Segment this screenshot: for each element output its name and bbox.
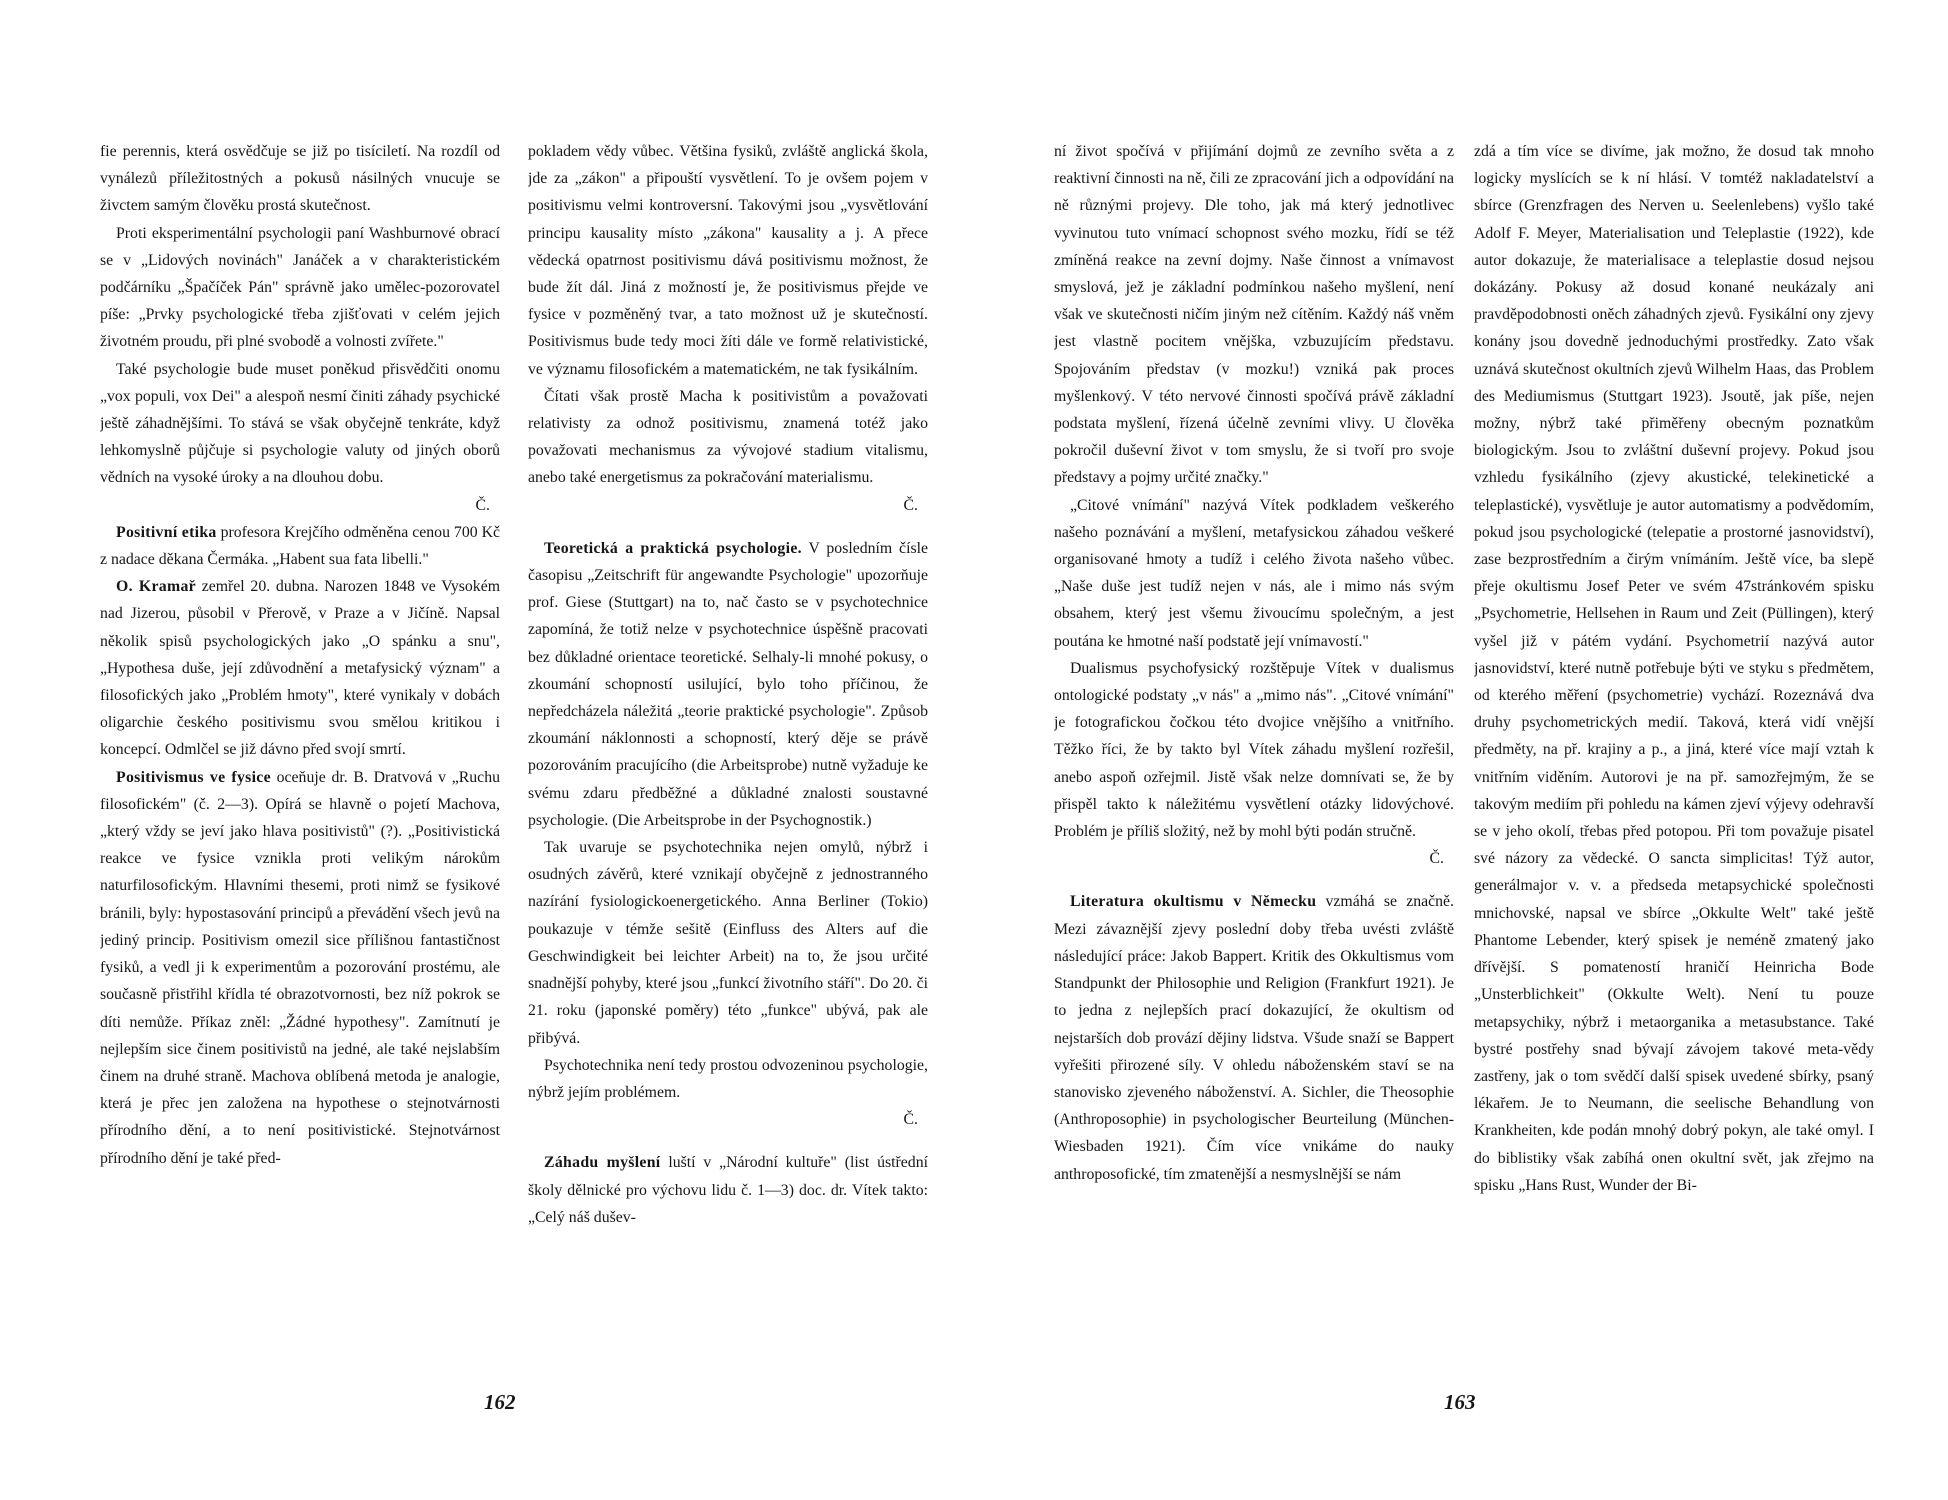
paragraph: Proti eksperimentální psychologii paní Washburnové obrací se v „Lidových novinách" Janáček a v charakteristickém podčárníku „Špačíček Pán" správně jako umělec-pozorovatel píše: „Prvky psychologické třeba zjišťovati v celém jejich životném proudu, při plné svobodě a volnosti zvířete." [100,224,500,351]
paragraph: Psychotechnika není tedy prostou odvozeninou psychologie, nýbrž jejím problémem. [528,1056,928,1101]
article-paragraph [100,764,500,1172]
page-number-right: 163 [1444,1390,1476,1414]
article-paragraph [100,519,500,573]
paragraph: ní život spočívá v přijímání dojmů ze zevního světa a z reaktivní činnosti na ně, čili ze zpracování jich a odpovídání na ně různými projevy. Dle toho, jak má který jednotlivec vyvinutou tuto vnímací schopnost svého mozku, řídí se též zmíněná reakce na zevní dojmy. Naše činnost a vnímavost smyslová, jež je základní podmínkou našeho myšlení, není však ve skutečnosti ničím jiným než cítěním. Každý náš vněm jest vlastně pocitem vnějška, vzbuzujícím představu. Spojováním představ (v mozku!) vzniká pak proces myšlenkový. V této nervové činnosti spočívá právě základní podstata myšlení, řízená účelně zevními vlivy. U člověka pokročil duševní život v tom smyslu, že si tvoří pro svoje představy a pojmy určité značky." [1054,143,1454,487]
right-page [974,0,1948,1500]
signature: Č. [475,496,490,514]
paragraph: Tak uvaruje se psychotechnika nejen omylů, nýbrž i osudných závěrů, které vznikají obyčejně z jednostranného nazírání fysiologickoenergetického. Anna Berliner (Tokio) poukazuje v témže sešitě (Einfluss des Alters auf die Geschwindigkeit bei leichter Arbeit) na to, že jsou určité snadnější pohyby, které jsou „funkcí životního stáří". Do 20. či 21. roku (japonské poměry) této „funkce" ubývá, pak ale přibývá. [528,839,928,1047]
left-column-2 [528,138,928,1360]
article-heading: Positivismus ve fysice [116,768,271,786]
right-column-1 [1054,138,1454,1360]
article-paragraph [100,573,500,763]
paragraph-text: zemřel 20. dubna. Narozen 1848 ve Vysokém nad Jizerou, působil v Přerově, v Praze a v Jičíně. Napsal několik spisů psychologických jako „O spánku a snu", „Hypothesa duše, její zdůvodnění a metafysický význam" a filosofických jako „Problém hmoty", které vynikaly v dobách oligarchie českého positivismu svou smělou kritikou i koncepcí. Odmlčel se již dávno před svojí smrtí. [100,578,500,759]
paragraph: pokladem vědy vůbec. Většina fysiků, zvláště anglická škola, jde za „zákon" a připouští vysvětlení. To je ovšem pojem v positivismu velmi kontroversní. Takovými jsou „vysvětlování principu kausality místo „zákona" kausality a j. A přece vědecká opatrnost positivismu dává positivismu možnost, že bude žít dál. Jiná z možností je, že positivismus přejde ve fysice v pozměněný tvar, a tato možnost už je skutečností. Positivismus bude tedy moci žíti dále ve formě relativistické, ve významu filosofickém a matematickém, ne tak fysikálním. [528,143,928,378]
article-heading: O. Kramař [116,578,196,596]
article-heading: Literatura okultismu v Německu [1070,893,1317,911]
article-paragraph [1054,888,1454,1187]
left-column-1 [100,138,500,1360]
signature: Č. [903,496,918,514]
paragraph-text: luští v „Národní kultuře" (list ústřední školy dělnické pro výchovu lidu č. 1—3) doc. dr. Vítek takto: „Celý náš dušev- [528,1154,928,1226]
article-heading: Záhadu myšlení [544,1154,661,1172]
paragraph-text: V posledním čísle časopisu „Zeitschrift für angewandte Psychologie" upozorňuje prof. Giese (Stuttgart) na to, nač často se v psychotechnice zapomíná, že totiž nelze v psychotechnice úspěšně pracovati bez důkladné orientace teoretické. Selhaly-li mnohé pokusy, o zkoumání schopností usilující, bylo toho příčinou, že nepředcházela náležitá „teorie praktické psychologie". Způsob zkoumání náklonnosti a schopností, který děje se právě pozorováním pracujícího (die Arbeitsprobe) nutně vyžaduje ke svému zdaru předběžné a důkladné znalosti soustavné psychologie. (Die Arbeitsprobe in der Psychognostik.) [528,539,928,829]
right-column-2 [1474,138,1874,1360]
article-heading: Teoretická a praktická psychologie. [544,539,802,557]
paragraph: „Citové vnímání" nazývá Vítek podkladem veškerého našeho poznávání a myšlení, metafysickou záhadou veškeré organisované hmoty a tudíž i celého života našeho vůbec. „Naše duše jest tudíž nejen v nás, ale i mimo nás svým obsahem, který jest všemu živoucímu společným, a jest poutána ke hmotné naší podstatě její vnímavostí." [1054,496,1454,650]
paragraph: Čítati však prostě Macha k positivistům a považovati relativisty za odnož positivismu, znamená totéž jako považovati mechanismus za vývojové stadium vitalismu, anebo také energetismus za pokračování materialismu. [528,387,928,487]
paragraph: Také psychologie bude muset poněkud přisvědčiti onomu „vox populi, vox Dei" a alespoň nesmí činiti záhady psychické ještě záhadnějšími. To stává se však obyčejně tenkráte, když lehkomyslně půjčuje si psychologie valuty od jiných oborů vědních na vysoké úroky a na dlouhou dobu. [100,360,500,487]
paragraph: fie perennis, která osvědčuje se již po tisíciletí. Na rozdíl od vynálezů příležitostných a pokusů násilných vnucuje se živctem samým člověku prostá skutečnost. [100,143,500,215]
signature: Č. [1429,850,1444,868]
page-number-left: 162 [484,1390,516,1414]
paragraph: zdá a tím více se divíme, jak možno, že dosud tak mnoho logicky myslících se k ní hlásí. V tomtéž nakladatelství a sbírce (Grenzfragen des Nerven u. Seelenlebens) vyšlo také Adolf F. Meyer, Materialisation und Teleplastie (1922), kde autor dokazuje, že materialisace a teleplastie dosud nejsou dokázány. Pokusy až dosud konané neukázaly ani pravděpodobnosti oněch záhadných zjevů. Fysikální ony zjevy konány jsou dovedně jednoduchými prostředky. Zato však uznává skutečnost okultních zjevů Wilhelm Haas, das Problem des Mediumismus (Stuttgart 1923). Jsoutě, jak píše, nejen možny, nýbrž také přiměřeny obecným poznatkům biologickým. Jsou to zvláštní duševní projevy. Pokud jsou vzhledu fysikálního (zjevy akustické, telekinetické a teleplastické), vysvětluje je autor automatismy a podvědomím, pokud jsou psychologické (telepatie a prostorné jasnovidství), zase bezprostředním a čirým vnímáním. Ještě více, ba slepě přeje okultismu Josef Peter ve svém 47stránkovém spisku „Psychometrie, Hellsehen in Raum und Zeit (Püllingen), který vyšel již v pátém vydání. Psychometrií nazývá autor jasnovidství, které nutně potřebuje býti ve styku s předmětem, od kterého měření (psychometrie) vychází. Rozeznává dva druhy psychometrických medií. Taková, která vidí vnější předměty, na př. krajiny a p., a jiná, které více mají vztah k vnitřním viděním. Autorovi je na př. samozřejmým, že se takovým mediím při pohledu na kámen zjeví výjevy odehravší se v jeho okolí, třebas před potopou. Při tom považuje pisatel své názory za vědecké. O sancta simplicitas! Týž autor, generálmajor v. v. a předseda metapsychické společnosti mnichovské, napsal ve sbírce „Okkulte Welt" také ještě Phantome Lebender, který spisek je neméně zmatený jako dřívější. S pomateností hraničí Heinricha Bode „Unsterblichkeit" (Okkulte Welt). Není tu pouze metapsychiky, nýbrž i metaorganika a metasubstance. Také bystré postřehy snad bývají závojem takové meta-vědy zastřeny, jak o tom svědčí další spisek uvedené sbírky, psaný lékařem. Je to Neumann, die seelische Behandlung von Krankheiten, kde podán mnohý dobrý pokyn, ale také omyl. I do biblistiky však zabíhá onen okultní svět, jak zřejmo na spisku „Hans Rust, Wunder der Bi- [1474,143,1874,1194]
article-paragraph [528,1149,928,1231]
paragraph-text: profesora Krejčího odměněna cenou 700 Kč z nadace děkana Čermáka. „Habent sua fata libelli." [100,523,500,569]
signature: Č. [903,1111,918,1129]
paragraph: Dualismus psychofysický rozštěpuje Vítek v dualismus ontologické podstaty „v nás" a „mimo nás". „Citové vnímání" je fotografickou čočkou této dvojice vnějšího a vnitřního. Těžko říci, že by takto byl Vítek záhadu myšlení rozřešil, anebo aspoň ozřejmil. Jistě však nelze domnívati se, že by přispěl takto k náležitému vysvětlení otázky lidovýchové. Problém je příliš složitý, než by mohl býti podán stručně. [1054,659,1454,841]
paragraph-text: vzmáhá se značně. Mezi závaznější zjevy poslední doby třeba uvésti zvláště následující práce: Jakob Bappert. Kritik des Okkultismus vom Standpunkt der Philosophie und Religion (Frankfurt 1921). Je to jedna z nejlepších prací dokazující, že okultism od nejstarších dob provází dějiny lidstva. Všude snaží se Bappert vyřešiti přirozené síly. V ohledu náboženském staví se na stanovisko zjeveného náboženství. A. Sichler, die Theosophie (Anthroposophie) in psychologischer Beurteilung (München-Wiesbaden 1921). Čím více vnikáme do nauky anthroposofické, tím zmatenější a nesmyslnější se nám [1054,893,1454,1183]
article-heading: Positivní etika [116,523,217,541]
paragraph-text: oceňuje dr. B. Dratvová v „Ruchu filosofickém" (č. 2—3). Opírá se hlavně o pojetí Machova, „který vždy se jeví jako hlava positivistů" (?). „Positivistická reakce ve fysice vznikla proti velikým nárokům naturfilosofickým. Hlavními thesemi, proti nimž se fysikové bránili, byly: hypostasování principů a převádění všech jevů na jediný princip. Positivism omezil sice přílišnou fantastičnost fysiků, a vedl ji k experimentům a pozorování prostému, ale současně přistřihl křídla té obrazotvornosti, bez níž pokrok se díti nemůže. Příkaz zněl: „Žádné hypothesy". Zamítnutí je nejlepším sice činem positivistů na jedné, ale také nejslabším činem na druhé straně. Machova oblíbená metoda je analogie, která je přec jen založena na hypothese o stejnotvárnosti přírodního dění, a to není positivistické. Stejnotvárnost přírodního dění je také před- [100,768,500,1167]
article-paragraph [528,535,928,834]
